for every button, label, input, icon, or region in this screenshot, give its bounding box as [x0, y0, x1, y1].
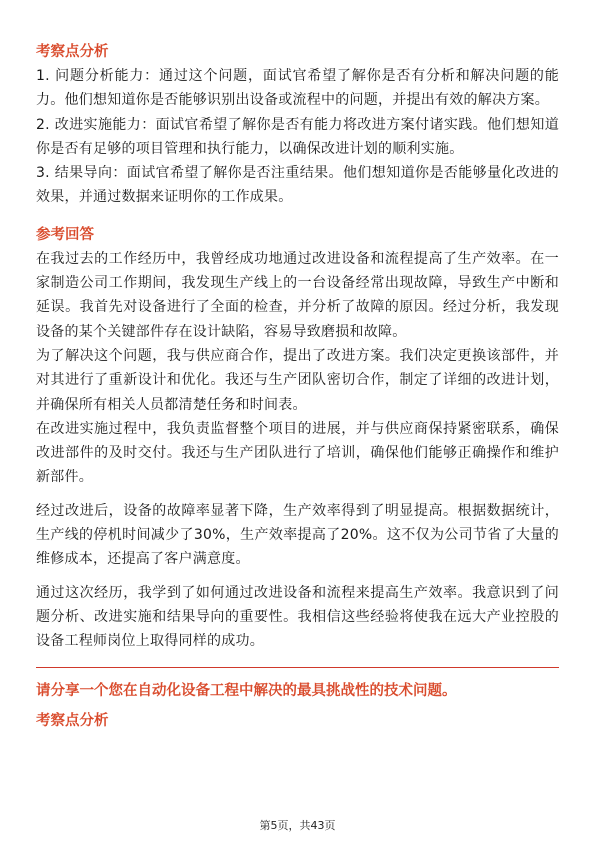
analysis-point-1: 1. 问题分析能力：通过这个问题，面试官希望了解你是否有分析和解决问题的能力。他们想知道你是否能够识别出设备或流程中的问题，并提出有效的解决方案。	[36, 68, 559, 109]
analysis-point-2: 2. 改进实施能力：面试官希望了解你是否有能力将改进方案付诸实践。他们想知道你是否有足够的项目管理和执行能力，以确保改进计划的顺利实施。	[36, 116, 559, 157]
answer-paragraph-1: 在我过去的工作经历中，我曾经成功地通过改进设备和流程提高了生产效率。在一家制造公司工作期间，我发现生产线上的一台设备经常出现故障，导致生产中断和延误。我首先对设备进行了全面的检查，并分析了故障的原因。经过分析，我发现设备的某个关键部件存在设计缺陷，容易导致磨损和故障。	[36, 250, 559, 340]
page-number-footer: 第5页，共43页	[259, 819, 336, 832]
answer-paragraph-3: 在改进实施过程中，我负责监督整个项目的进展，并与供应商保持紧密联系，确保改进部件的及时交付。我还与生产团队进行了培训，确保他们能够正确操作和维护新部件。	[36, 420, 559, 486]
next-question: 请分享一个您在自动化设备工程中解决的最具挑战性的技术问题。	[36, 683, 457, 700]
section-heading-answer: 参考回答	[36, 226, 94, 243]
page-content	[36, 40, 559, 733]
answer-paragraph-4: 经过改进后，设备的故障率显著下降，生产效率得到了明显提高。根据数据统计，生产线的停机时间减少了30%，生产效率提高了20%。这不仅为公司节省了大量的维修成本，还提高了客户满意度。	[36, 502, 559, 568]
section-heading-analysis: 考察点分析	[36, 44, 109, 60]
answer-paragraph-2: 为了解决这个问题，我与供应商合作，提出了改进方案。我们决定更换该部件，并对其进行了重新设计和优化。我还与生产团队密切合作，制定了详细的改进计划，并确保所有相关人员都清楚任务和时间表。	[36, 347, 559, 413]
section-divider	[36, 667, 559, 669]
analysis-point-3: 3. 结果导向：面试官希望了解你是否注重结果。他们想知道你是否能够量化改进的效果，并通过数据来证明你的工作成果。	[36, 165, 559, 206]
section-heading-analysis-next: 考察点分析	[36, 713, 109, 730]
cut-off-top-line	[36, 0, 416, 9]
answer-paragraph-5: 通过这次经历，我学到了如何通过改进设备和流程来提高生产效率。我意识到了问题分析、改进实施和结果导向的重要性。我相信这些经验将使我在远大产业控股的设备工程师岗位上取得同样的成功。	[36, 584, 559, 650]
